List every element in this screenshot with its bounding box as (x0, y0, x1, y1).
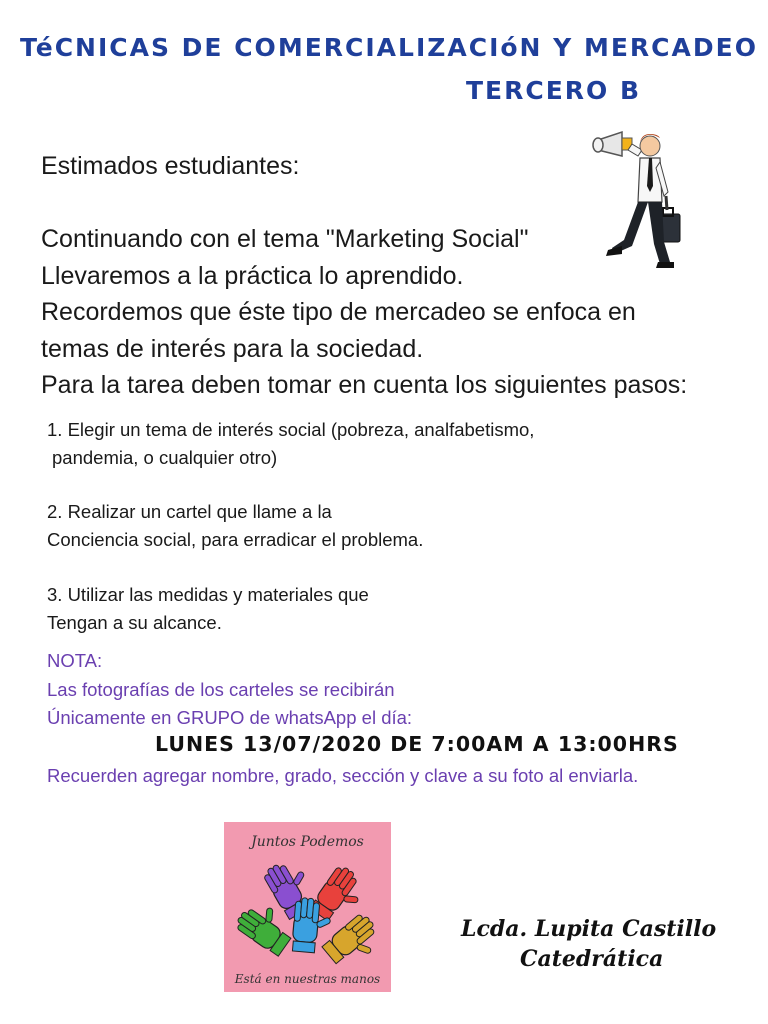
step-line: 1. Elegir un tema de interés social (pobreza, analfabetismo, (47, 419, 535, 440)
note-reminder: Recuerden agregar nombre, grado, sección y clave a su foto al enviarla. (47, 765, 639, 786)
page-title: TéCNICAS DE COMERCIALIZACIóN Y MERCADEO (20, 33, 758, 62)
intro-line: temas de interés para la sociedad. (41, 334, 424, 363)
signature-name: Lcda. Lupita Castillo (461, 916, 717, 942)
logo-bottom-text: Está en nuestras manos (234, 972, 381, 986)
juntos-podemos-logo (224, 822, 391, 992)
intro-line: Para la tarea deben tomar en cuenta los siguientes pasos: (41, 371, 688, 399)
step-line: Conciencia social, para erradicar el problema. (47, 529, 424, 550)
step-line: 3. Utilizar las medidas y materiales que (47, 584, 369, 605)
intro-paragraph (41, 223, 687, 406)
greeting: Estimados estudiantes: (41, 152, 300, 180)
note-block (47, 647, 412, 733)
intro-line: Recordemos que éste tipo de mercadeo se enfoca en (41, 298, 636, 326)
step-1 (47, 416, 534, 472)
signature-role: Catedrática (520, 946, 664, 972)
step-2 (47, 498, 423, 554)
note-line: Únicamente en GRUPO de whatsApp el día: (47, 707, 413, 728)
step-line: pandemia, o cualquier otro) (52, 447, 278, 468)
step-3 (47, 581, 369, 637)
logo-top-text: Juntos Podemos (251, 834, 364, 850)
step-line: 2. Realizar un cartel que llame a la (47, 501, 332, 522)
submission-date: LUNES 13/07/2020 DE 7:00AM A 13:00HRS (155, 732, 679, 756)
page-subtitle: TERCERO B (466, 76, 642, 105)
intro-line: Llevaremos a la práctica lo aprendido. (41, 261, 464, 290)
note-label: NOTA: (47, 650, 103, 671)
note-line: Las fotografías de los carteles se recibirán (47, 678, 395, 700)
intro-line: Continuando con el tema "Marketing Social" (41, 225, 529, 253)
hand-shape (321, 911, 386, 968)
step-line: Tengan a su alcance. (47, 612, 222, 633)
colorful-hands-icon (224, 850, 391, 968)
